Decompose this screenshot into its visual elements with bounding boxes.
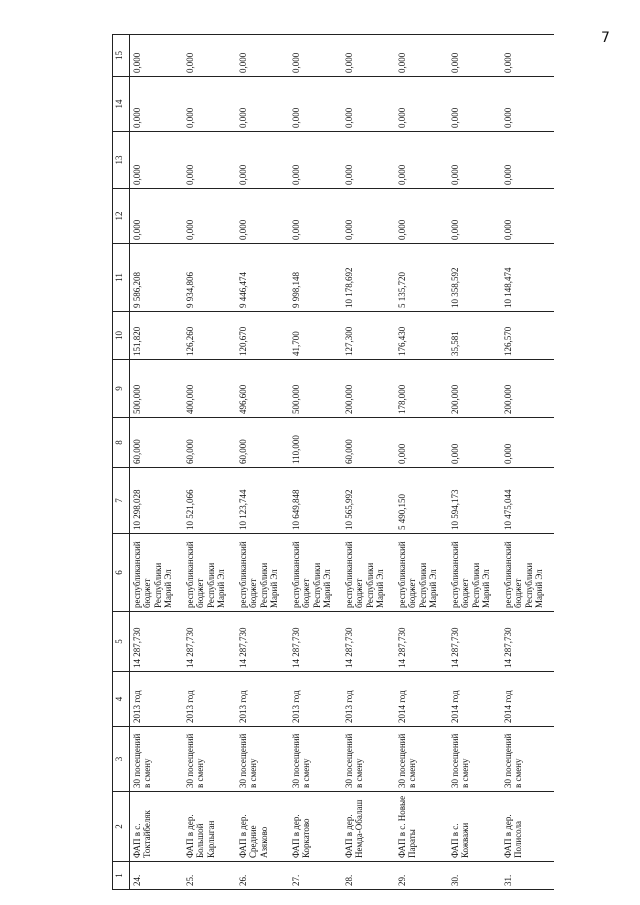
column-header-4: 4 bbox=[113, 672, 130, 727]
table-cell-col-13: 0,000 bbox=[130, 132, 184, 189]
table-cell-col-9: 500,000 bbox=[289, 360, 342, 418]
column-header-12: 12 bbox=[113, 189, 130, 244]
table-cell-col-1: 26. bbox=[236, 862, 289, 890]
table-cell-col-2: ФАП в с. Кожважи bbox=[448, 792, 501, 862]
table-cell-col-7: 10 298,028 bbox=[130, 468, 184, 534]
table-cell-col-11: 9 934,806 bbox=[183, 244, 236, 312]
table-cell-col-3: 30 посещений в смену bbox=[236, 727, 289, 792]
table-cell-col-6: республиканский бюджет Республики Марий Эл bbox=[342, 534, 395, 612]
table-cell-col-4: 2014 год bbox=[501, 672, 554, 727]
table-cell-col-9: 496,600 bbox=[236, 360, 289, 418]
column-number-header bbox=[113, 35, 130, 890]
table-cell-col-11: 9 586,208 bbox=[130, 244, 184, 312]
table-cell-col-1: 25. bbox=[183, 862, 236, 890]
table-cell-col-10: 41,700 bbox=[289, 312, 342, 360]
table-cell-col-3: 30 посещений в смену bbox=[448, 727, 501, 792]
table-cell-col-12: 0,000 bbox=[342, 189, 395, 244]
table-cell-col-2: ФАП в дер. Полисола bbox=[501, 792, 554, 862]
table-cell-col-3: 30 посещений в смену bbox=[183, 727, 236, 792]
table-cell-col-10: 126,260 bbox=[183, 312, 236, 360]
table-cell-col-10: 35,581 bbox=[448, 312, 501, 360]
table-cell-col-5: 14 287,730 bbox=[236, 612, 289, 672]
table-cell-col-14: 0,000 bbox=[289, 77, 342, 132]
table-row bbox=[395, 35, 448, 890]
column-header-13: 13 bbox=[113, 132, 130, 189]
table-cell-col-8: 0,000 bbox=[501, 418, 554, 468]
table-cell-col-11: 9 998,148 bbox=[289, 244, 342, 312]
table-cell-col-4: 2013 год bbox=[289, 672, 342, 727]
column-header-14: 14 bbox=[113, 77, 130, 132]
table-cell-col-1: 27. bbox=[289, 862, 342, 890]
table-cell-col-15: 0,000 bbox=[130, 35, 184, 77]
table-row bbox=[448, 35, 501, 890]
table-cell-col-5: 14 287,730 bbox=[342, 612, 395, 672]
table-cell-col-11: 10 148,474 bbox=[501, 244, 554, 312]
table-cell-col-7: 10 475,044 bbox=[501, 468, 554, 534]
table-cell-col-4: 2014 год bbox=[448, 672, 501, 727]
table-cell-col-1: 24. bbox=[130, 862, 184, 890]
table-cell-col-9: 500,000 bbox=[130, 360, 184, 418]
page-number: 7 bbox=[601, 30, 610, 46]
table-cell-col-8: 60,000 bbox=[183, 418, 236, 468]
table-cell-col-8: 60,000 bbox=[130, 418, 184, 468]
table-cell-col-4: 2013 год bbox=[183, 672, 236, 727]
column-header-6: 6 bbox=[113, 534, 130, 612]
table-cell-col-2: ФАП в дер. Средние Азяково bbox=[236, 792, 289, 862]
table-cell-col-14: 0,000 bbox=[183, 77, 236, 132]
table-cell-col-5: 14 287,730 bbox=[395, 612, 448, 672]
table-row bbox=[342, 35, 395, 890]
table-cell-col-15: 0,000 bbox=[236, 35, 289, 77]
table-row bbox=[289, 35, 342, 890]
column-header-5: 5 bbox=[113, 612, 130, 672]
table-cell-col-4: 2013 год bbox=[130, 672, 184, 727]
table-cell-col-1: 29. bbox=[395, 862, 448, 890]
table-cell-col-14: 0,000 bbox=[130, 77, 184, 132]
column-header-11: 11 bbox=[113, 244, 130, 312]
table-cell-col-10: 126,570 bbox=[501, 312, 554, 360]
table-cell-col-5: 14 287,730 bbox=[130, 612, 184, 672]
table-cell-col-15: 0,000 bbox=[501, 35, 554, 77]
table-cell-col-1: 30. bbox=[448, 862, 501, 890]
table-cell-col-6: республиканский бюджет Республики Марий Эл bbox=[289, 534, 342, 612]
table-cell-col-5: 14 287,730 bbox=[501, 612, 554, 672]
table-cell-col-4: 2013 год bbox=[342, 672, 395, 727]
table-cell-col-3: 30 посещений в смену bbox=[130, 727, 184, 792]
table-cell-col-6: республиканский бюджет Республики Марий Эл bbox=[183, 534, 236, 612]
table-cell-col-8: 60,000 bbox=[342, 418, 395, 468]
table-cell-col-12: 0,000 bbox=[183, 189, 236, 244]
table-cell-col-13: 0,000 bbox=[236, 132, 289, 189]
table-cell-col-11: 5 135,720 bbox=[395, 244, 448, 312]
table-cell-col-6: республиканский бюджет Республики Марий Эл bbox=[236, 534, 289, 612]
budget-table bbox=[112, 34, 554, 890]
table-cell-col-12: 0,000 bbox=[236, 189, 289, 244]
table-cell-col-10: 120,670 bbox=[236, 312, 289, 360]
table-cell-col-15: 0,000 bbox=[395, 35, 448, 77]
column-header-7: 7 bbox=[113, 468, 130, 534]
table-cell-col-11: 9 446,474 bbox=[236, 244, 289, 312]
table-cell-col-12: 0,000 bbox=[501, 189, 554, 244]
column-header-8: 8 bbox=[113, 418, 130, 468]
table-cell-col-3: 30 посещений в смену bbox=[289, 727, 342, 792]
table-cell-col-8: 60,000 bbox=[236, 418, 289, 468]
table-cell-col-1: 28. bbox=[342, 862, 395, 890]
table-row bbox=[236, 35, 289, 890]
table-cell-col-2: ФАП в дер. Коркатово bbox=[289, 792, 342, 862]
table-cell-col-15: 0,000 bbox=[183, 35, 236, 77]
table-cell-col-11: 10 178,692 bbox=[342, 244, 395, 312]
table-cell-col-13: 0,000 bbox=[289, 132, 342, 189]
table-cell-col-9: 178,000 bbox=[395, 360, 448, 418]
column-header-9: 9 bbox=[113, 360, 130, 418]
table-body bbox=[130, 35, 555, 890]
table-cell-col-9: 200,000 bbox=[342, 360, 395, 418]
table-cell-col-14: 0,000 bbox=[342, 77, 395, 132]
table-cell-col-12: 0,000 bbox=[395, 189, 448, 244]
table-cell-col-5: 14 287,730 bbox=[448, 612, 501, 672]
table-cell-col-2: ФАП в с. Токтайбеляк bbox=[130, 792, 184, 862]
table-cell-col-3: 30 посещений в смену bbox=[395, 727, 448, 792]
table-row bbox=[501, 35, 554, 890]
table-cell-col-15: 0,000 bbox=[342, 35, 395, 77]
table-cell-col-13: 0,000 bbox=[501, 132, 554, 189]
table-cell-col-2: ФАП в дер. Большой Карлыган bbox=[183, 792, 236, 862]
table-cell-col-10: 151,820 bbox=[130, 312, 184, 360]
table-cell-col-10: 176,430 bbox=[395, 312, 448, 360]
table-cell-col-7: 5 490,150 bbox=[395, 468, 448, 534]
column-header-2: 2 bbox=[113, 792, 130, 862]
table-cell-col-6: республиканский бюджет Республики Марий Эл bbox=[448, 534, 501, 612]
column-header-1: 1 bbox=[113, 862, 130, 890]
table-cell-col-15: 0,000 bbox=[289, 35, 342, 77]
table-cell-col-7: 10 594,173 bbox=[448, 468, 501, 534]
table-cell-col-9: 200,000 bbox=[501, 360, 554, 418]
column-header-10: 10 bbox=[113, 312, 130, 360]
column-header-3: 3 bbox=[113, 727, 130, 792]
table-cell-col-9: 400,000 bbox=[183, 360, 236, 418]
table-cell-col-7: 10 123,744 bbox=[236, 468, 289, 534]
column-header-15: 15 bbox=[113, 35, 130, 77]
table-cell-col-2: ФАП в с. Новые Параты bbox=[395, 792, 448, 862]
table-cell-col-2: ФАП в дер. Немда-Обалаш bbox=[342, 792, 395, 862]
table-cell-col-4: 2014 год bbox=[395, 672, 448, 727]
table-cell-col-3: 30 посещений в смену bbox=[342, 727, 395, 792]
table-cell-col-6: республиканский бюджет Республики Марий Эл bbox=[130, 534, 184, 612]
table-cell-col-14: 0,000 bbox=[236, 77, 289, 132]
table-cell-col-11: 10 358,592 bbox=[448, 244, 501, 312]
table-cell-col-12: 0,000 bbox=[289, 189, 342, 244]
table-cell-col-14: 0,000 bbox=[448, 77, 501, 132]
table-cell-col-13: 0,000 bbox=[342, 132, 395, 189]
table-cell-col-5: 14 287,730 bbox=[289, 612, 342, 672]
table-cell-col-13: 0,000 bbox=[448, 132, 501, 189]
table-cell-col-6: республиканский бюджет Республики Марий Эл bbox=[395, 534, 448, 612]
rotated-page-content bbox=[112, 35, 545, 890]
table-row bbox=[183, 35, 236, 890]
table-cell-col-7: 10 521,066 bbox=[183, 468, 236, 534]
table-cell-col-14: 0,000 bbox=[395, 77, 448, 132]
table-row bbox=[130, 35, 184, 890]
table-cell-col-1: 31. bbox=[501, 862, 554, 890]
table-cell-col-8: 0,000 bbox=[395, 418, 448, 468]
table-cell-col-13: 0,000 bbox=[183, 132, 236, 189]
table-cell-col-12: 0,000 bbox=[448, 189, 501, 244]
table-cell-col-13: 0,000 bbox=[395, 132, 448, 189]
table-cell-col-10: 127,300 bbox=[342, 312, 395, 360]
table-cell-col-4: 2013 год bbox=[236, 672, 289, 727]
table-cell-col-9: 200,000 bbox=[448, 360, 501, 418]
table-cell-col-8: 0,000 bbox=[448, 418, 501, 468]
table-cell-col-7: 10 565,992 bbox=[342, 468, 395, 534]
table-cell-col-12: 0,000 bbox=[130, 189, 184, 244]
table-cell-col-3: 30 посещений в смену bbox=[501, 727, 554, 792]
table-cell-col-6: республиканский бюджет Республики Марий Эл bbox=[501, 534, 554, 612]
table-cell-col-8: 110,000 bbox=[289, 418, 342, 468]
table-cell-col-15: 0,000 bbox=[448, 35, 501, 77]
table-cell-col-7: 10 649,848 bbox=[289, 468, 342, 534]
table-cell-col-5: 14 287,730 bbox=[183, 612, 236, 672]
table-cell-col-14: 0,000 bbox=[501, 77, 554, 132]
